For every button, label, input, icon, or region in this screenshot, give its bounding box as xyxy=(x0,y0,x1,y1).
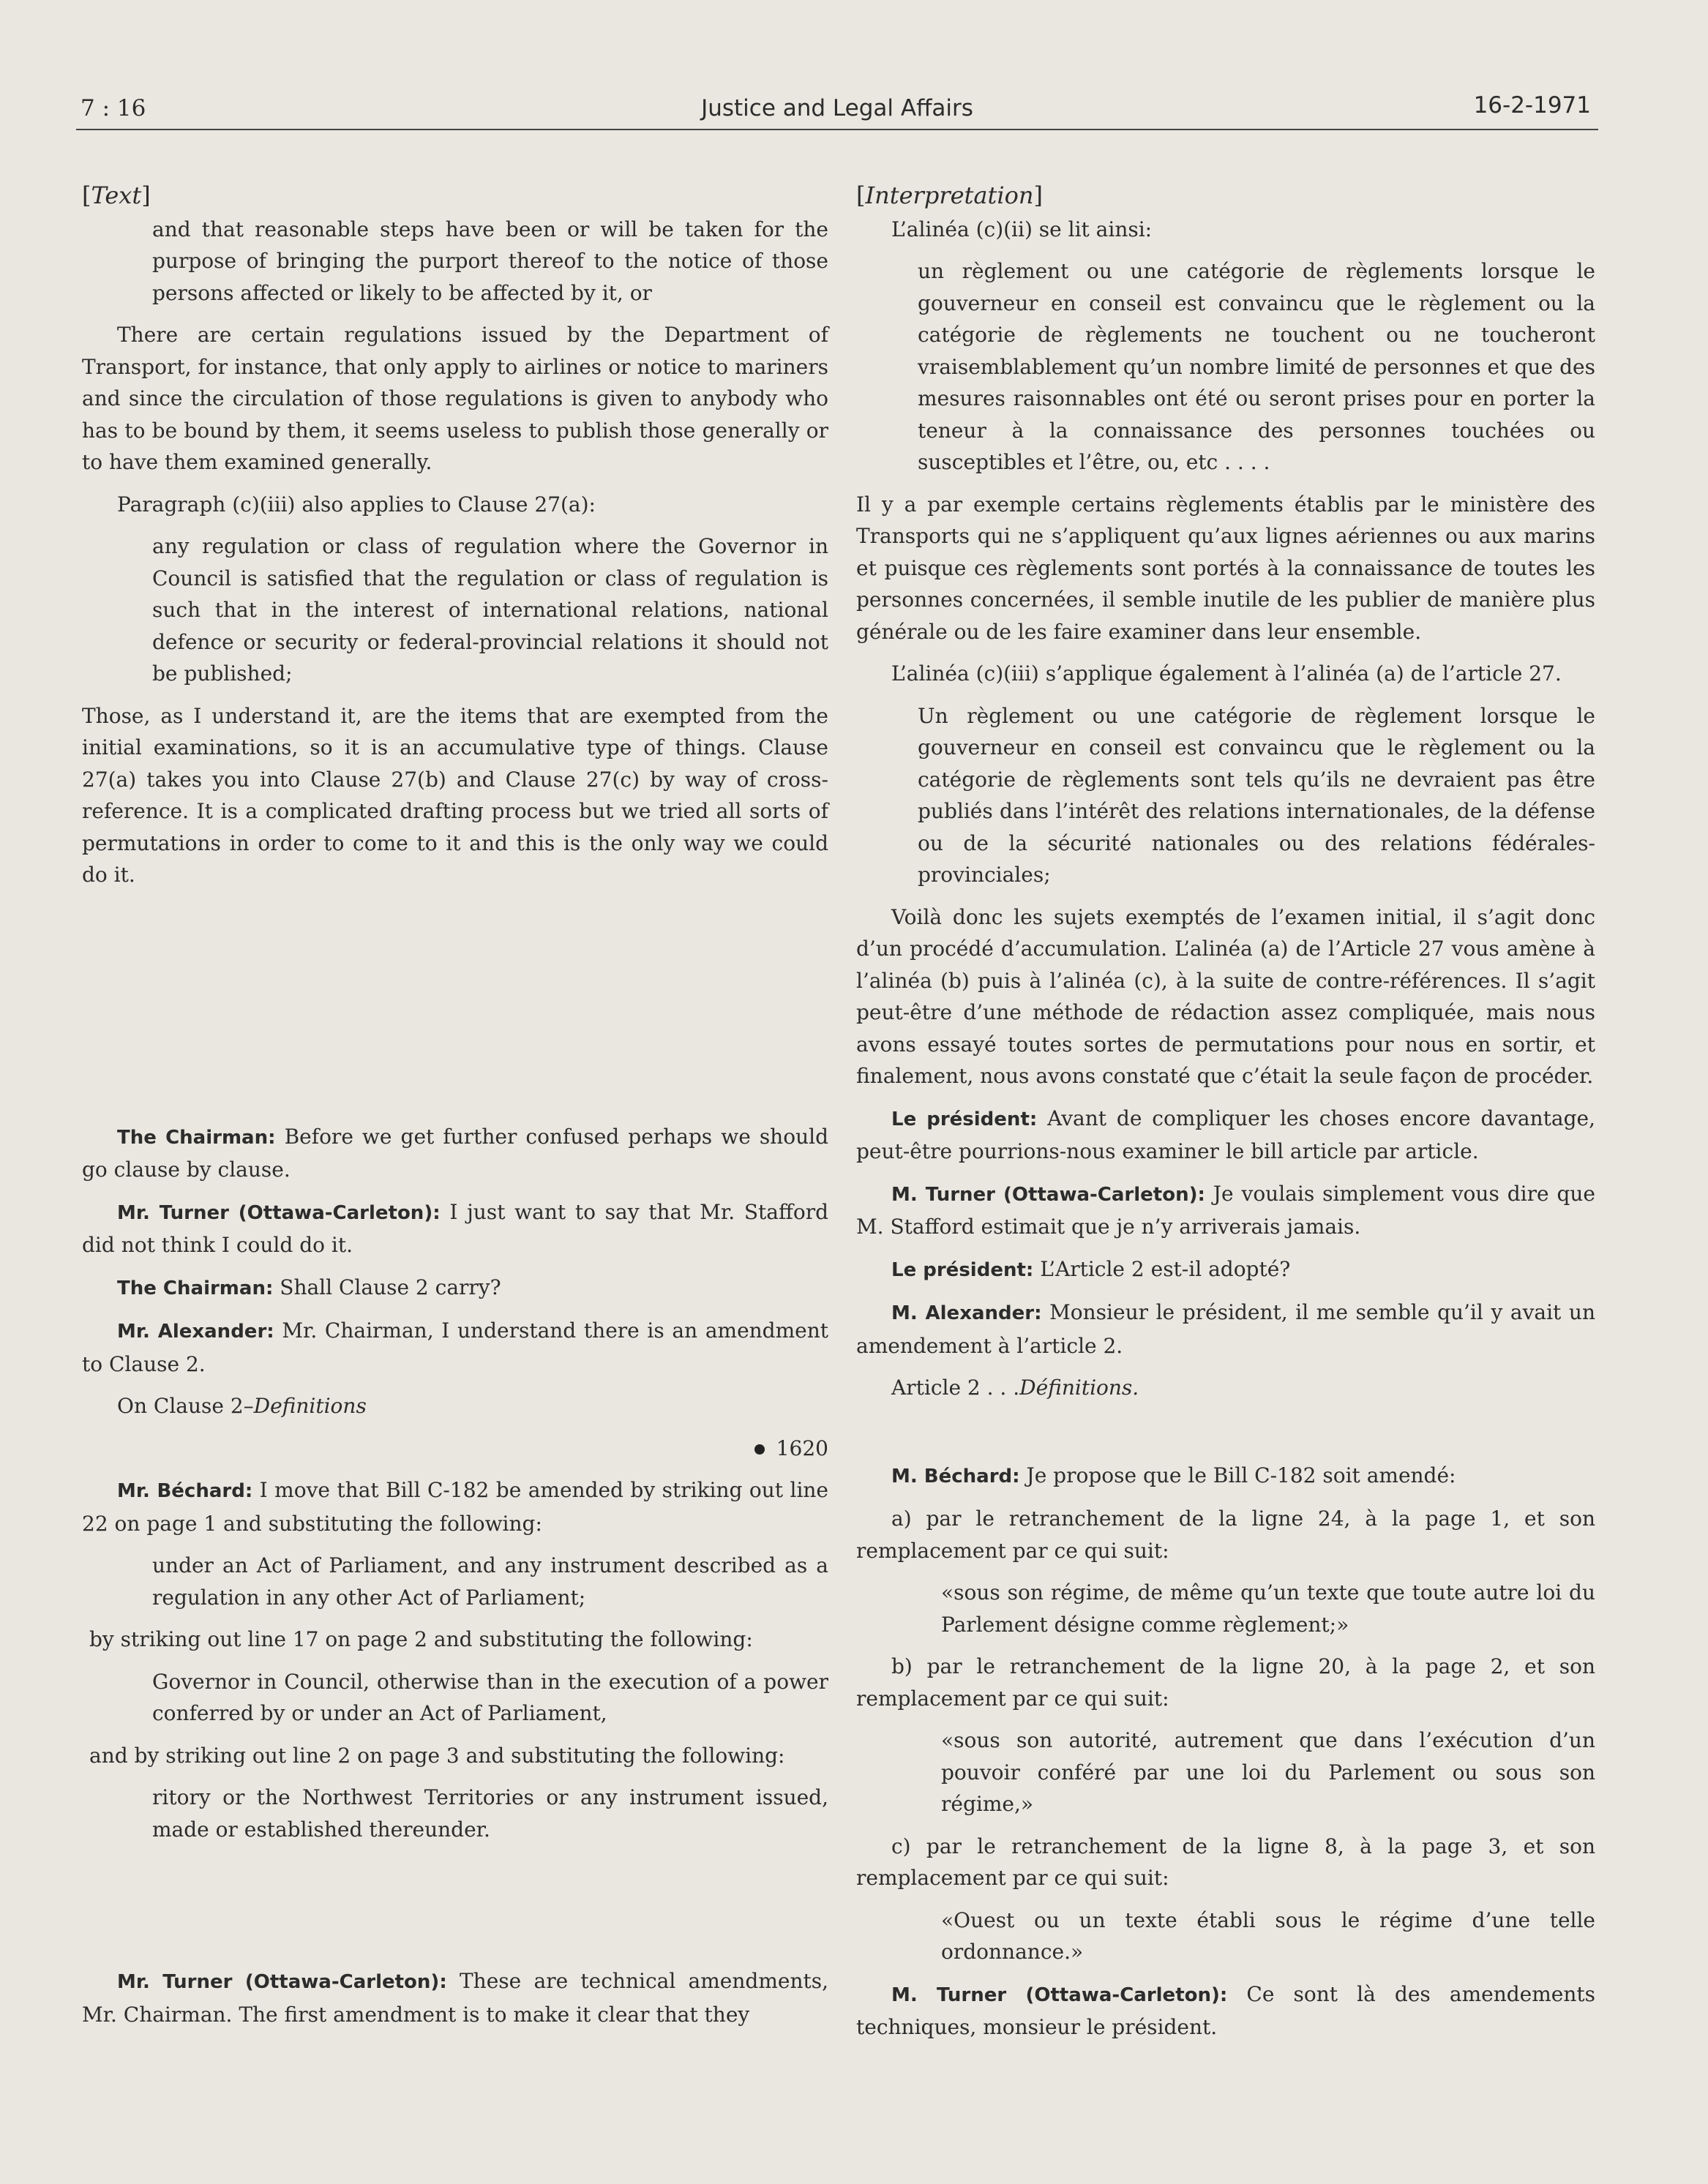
bullet-icon xyxy=(754,1444,765,1455)
speech: M. Turner (Ottawa-Carleton): Je voulais simplement vous dire que M. Stafford estimait que je n’y arriverais jamais. xyxy=(856,1181,1595,1239)
speaker: Mr. Turner (Ottawa-Carleton): xyxy=(117,1201,441,1224)
quoted-amendment: under an Act of Parliament, and any instrument described as a regulation in any other Act of Parliament; xyxy=(152,1553,828,1610)
paragraph: There are certain regulations issued by the Department of Transport, for instance, that only apply to airlines or notice to mariners and since the circulation of those regulations is given to anybody who has to be bound by them, it seems useless to publish those generally or to have them examined generally. xyxy=(82,323,828,474)
speaker: Le président: xyxy=(891,1258,1034,1281)
clause-heading: On Clause 2–Definitions xyxy=(117,1394,367,1418)
header-title: Justice and Legal Affairs xyxy=(701,95,973,121)
page-number: 7 : 16 xyxy=(80,95,146,121)
paragraph: Those, as I understand it, are the items that are exempted from the initial examinations, so it is an accumulative type of things. Clause 27(a) takes you into Clause 27(b) and Clause 27(c) by way of cross-reference. It is a complicated drafting process but we tried all sorts of permutations in order to come to it and this is the only way we could do it. xyxy=(82,703,828,887)
speaker: M. Béchard: xyxy=(891,1465,1020,1487)
speech: M. Turner (Ottawa-Carleton): Ce sont là des amendements techniques, monsieur le président. xyxy=(856,1981,1595,2039)
paragraph: L’alinéa (c)(ii) se lit ainsi: xyxy=(891,217,1153,241)
speaker: The Chairman: xyxy=(117,1277,274,1299)
paragraph: by striking out line 17 on page 2 and substituting the following: xyxy=(89,1627,753,1651)
running-header xyxy=(76,92,1598,130)
speech: The Chairman: Before we get further confused perhaps we should go clause by clause. xyxy=(82,1124,828,1182)
paragraph: Paragraph (c)(iii) also applies to Clause 27(a): xyxy=(117,492,596,517)
speech: Le président: L’Article 2 est-il adopté? xyxy=(891,1256,1291,1281)
amendment-item: c) par le retranchement de la ligne 8, à la page 3, et son remplacement par ce qui suit: xyxy=(856,1834,1595,1890)
quoted-amendment: «sous son autorité, autrement que dans l’exécution d’un pouvoir conféré par une loi du Parlement ou sous son régime,» xyxy=(941,1728,1595,1816)
quoted-regulation: any regulation or class of regulation where the Governor in Council is satisfied that the regulation or class of regulation is such that in the interest of international relations, national defence or security or federal-provincial relations it should not be published; xyxy=(152,534,828,686)
amendment-item: a) par le retranchement de la ligne 24, à la page 1, et son remplacement par ce qui suit: xyxy=(856,1506,1595,1563)
speech: Mr. Alexander: Mr. Chairman, I understand there is an amendment to Clause 2. xyxy=(82,1318,829,1376)
blank-space xyxy=(856,1414,1595,1460)
english-column xyxy=(82,180,828,2041)
speech: M. Alexander: Monsieur le président, il me semble qu’il y avait un amendement à l’article 2. xyxy=(856,1300,1595,1358)
speech: Mr. Turner (Ottawa-Carleton): I just want to say that Mr. Stafford did not think I could do it. xyxy=(82,1199,829,1257)
french-column xyxy=(856,180,1595,2054)
speaker: Mr. Béchard: xyxy=(117,1480,253,1502)
speech: The Chairman: Shall Clause 2 carry? xyxy=(117,1275,501,1299)
header-date: 16-2-1971 xyxy=(1473,92,1591,119)
section-label-text: [Text] xyxy=(82,181,151,209)
paragraph: L’alinéa (c)(iii) s’applique également à l’alinéa (a) de l’article 27. xyxy=(891,661,1562,686)
speaker: M. Turner (Ottawa-Carleton): xyxy=(891,1984,1228,2006)
speech: Mr. Turner (Ottawa-Carleton): These are technical amendments, Mr. Chairman. The first amendment is to make it clear that they xyxy=(82,1969,828,2027)
quoted-amendment: Governor in Council, otherwise than in the execution of a power conferred by or under an Act of Parliament, xyxy=(152,1669,828,1725)
section-label-interpretation: [Interpretation] xyxy=(856,181,1043,209)
quoted-amendment: «Ouest ou un texte établi sous le régime d’une telle ordonnance.» xyxy=(941,1907,1595,1964)
paragraph: Voilà donc les sujets exemptés de l’examen initial, il s’agit donc d’un procédé d’accumulation. L’alinéa (a) de l’Article 27 vous amène à l’alinéa (b) puis à l’alinéa (c), à la suite de contre-références. Il s’agit peut-être d’une méthode de rédaction assez compliquée, mais nous avons essayé toutes sortes de permutations pour nous en sortir, et finalement, nous avons constaté que c’était la seule façon de procéder. xyxy=(856,904,1595,1088)
quoted-regulation: un règlement ou une catégorie de règlements lorsque le gouverneur en conseil est convaincu que le règlement ou la catégorie de règlements ne touchent ou ne toucheront vraisemblablement qu’un nombre limité de personnes et que des mesures raisonnables ont été ou seront prises pour en porter la teneur à la connaissance des personnes touchées ou susceptibles et l’être, ou, etc . . . . xyxy=(918,259,1595,474)
paragraph: Il y a par exemple certains règlements établis par le ministère des Transports qui ne s’appliquent qu’aux lignes aériennes ou aux marins et puisque ces règlements sont portés à la connaissance de toutes les personnes concernées, il semble inutile de les publier de manière plus générale ou de les faire examiner dans leur ensemble. xyxy=(856,492,1595,644)
speaker: M. Alexander: xyxy=(891,1302,1042,1324)
speaker: Le président: xyxy=(891,1108,1038,1130)
speaker: Mr. Alexander: xyxy=(117,1321,274,1343)
speaker: Mr. Turner (Ottawa-Carleton): xyxy=(117,1971,447,1993)
time-marker: 1620 xyxy=(82,1433,828,1465)
quoted-regulation: Un règlement ou une catégorie de règlement lorsque le gouverneur en conseil est convaincu que le règlement ou la catégorie de règlements sont tels qu’ils ne devraient pas être publiés dans l’intérêt des relations internationales, de la défense ou de la sécurité nationales ou des relations fédérales-provinciales; xyxy=(918,703,1595,887)
speaker: M. Turner (Ottawa-Carleton): xyxy=(891,1183,1205,1206)
blank-space xyxy=(82,901,828,1121)
quoted-amendment: «sous son régime, de même qu’un texte que toute autre loi du Parlement désigne comme règlement;» xyxy=(941,1580,1595,1637)
amendment-item: b) par le retranchement de la ligne 20, à la page 2, et son remplacement par ce qui suit: xyxy=(856,1654,1595,1711)
paragraph: and by striking out line 2 on page 3 and substituting the following: xyxy=(89,1743,785,1768)
speech: M. Béchard: Je propose que le Bill C-182 soit amendé: xyxy=(891,1463,1456,1487)
speaker: The Chairman: xyxy=(117,1126,276,1149)
quoted-amendment: ritory or the Northwest Territories or any instrument issued, made or established thereunder. xyxy=(152,1785,828,1842)
speech: Le président: Avant de compliquer les choses encore davantage, peut-être pourrions-nous examiner le bill article par article. xyxy=(856,1106,1595,1163)
speech: Mr. Béchard: I move that Bill C-182 be amended by striking out line 22 on page 1 and substituting the following: xyxy=(82,1478,828,1536)
quoted-regulation: and that reasonable steps have been or will be taken for the purpose of bringing the purport thereof to the notice of those persons affected or likely to be affected by it, or xyxy=(152,217,828,305)
blank-space xyxy=(82,1855,828,1965)
article-heading: Article 2 . . .Définitions. xyxy=(891,1376,1139,1400)
